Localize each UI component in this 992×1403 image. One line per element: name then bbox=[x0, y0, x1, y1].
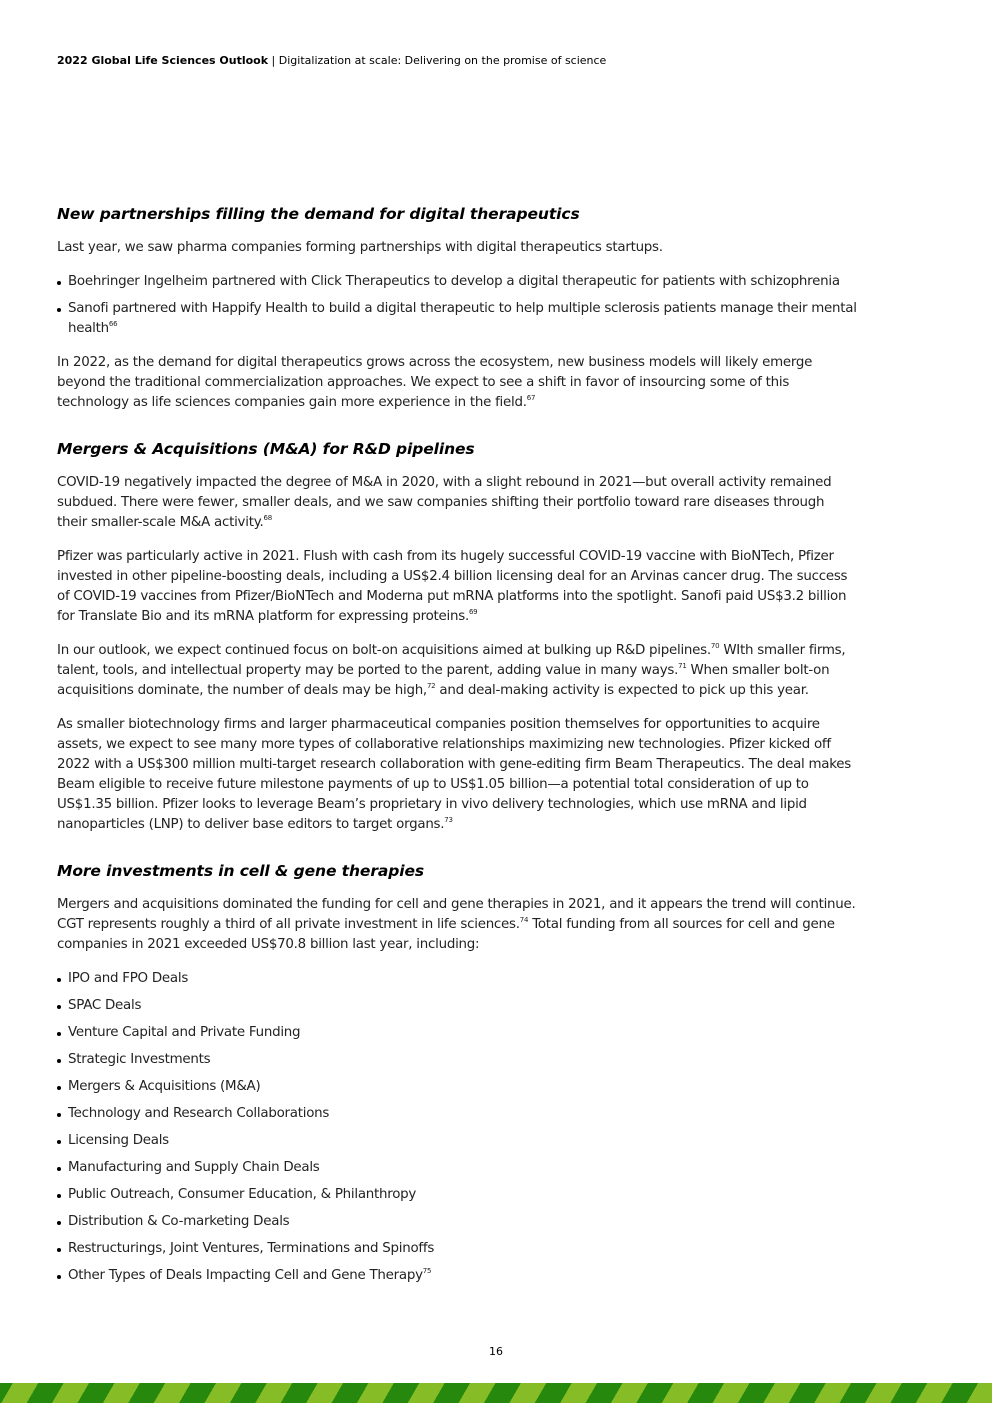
section-digital-therapeutics bbox=[57, 204, 857, 413]
page-number: 16 bbox=[489, 1345, 503, 1358]
running-header bbox=[57, 54, 606, 67]
footnote-ref[interactable]: 67 bbox=[526, 394, 536, 402]
list-item: Strategic Investments bbox=[57, 1050, 857, 1070]
footnote-ref[interactable]: 66 bbox=[108, 320, 118, 328]
paragraph: As smaller biotechnology firms and larger pharmaceutical companies position themselves for opportunities to acquire assets, we expect to see many more types of collaborative relationships maximizing new technologies. Pfizer kicked off 2022 with a US$300 million multi-target research collaboration with gene-editing firm Beam Therapeutics. The deal makes Beam eligible to receive future milestone payments of up to US$1.05 billion—a potential total consideration of up to US$1.35 billion. Pfizer looks to leverage Beam’s proprietary in vivo delivery technologies, which use mRNA and lipid nanoparticles (LNP) to deliver base editors to target organs.$^{73}$ bbox=[57, 717, 851, 832]
footnote-ref[interactable]: 74 bbox=[519, 916, 529, 924]
header-separator: | bbox=[268, 54, 279, 67]
footnote-ref[interactable]: 70 bbox=[710, 642, 720, 650]
list-item: SPAC Deals bbox=[57, 996, 857, 1016]
list-item: Venture Capital and Private Funding bbox=[57, 1023, 857, 1043]
footer-stripe-band bbox=[0, 1383, 992, 1403]
list-item: Public Outreach, Consumer Education, & Philanthropy bbox=[57, 1185, 857, 1205]
list-item: Manufacturing and Supply Chain Deals bbox=[57, 1158, 857, 1178]
list-item: Mergers & Acquisitions (M&A) bbox=[57, 1077, 857, 1097]
section-heading: More investments in cell & gene therapies bbox=[57, 862, 424, 880]
paragraph: COVID-19 negatively impacted the degree of M&A in 2020, with a slight rebound in 2021—but overall activity remained subdued. There were fewer, smaller deals, and we saw companies shifting their portfolio toward rare diseases through their smaller-scale M&A activity.$^{68}$ bbox=[57, 475, 832, 530]
list-item: Distribution & Co-marketing Deals bbox=[57, 1212, 857, 1232]
footnote-ref[interactable]: 69 bbox=[468, 608, 478, 616]
paragraph: Last year, we saw pharma companies forming partnerships with digital therapeutics startups. bbox=[57, 240, 663, 255]
footnote-ref[interactable]: 73 bbox=[444, 816, 453, 824]
footnote-ref[interactable]: 71 bbox=[678, 662, 687, 670]
footnote-ref[interactable]: 75 bbox=[422, 1267, 432, 1275]
page-body bbox=[57, 204, 857, 1300]
report-subtitle: Digitalization at scale: Delivering on the promise of science bbox=[278, 54, 607, 67]
section-heading: Mergers & Acquisitions (M&A) for R&D pipelines bbox=[57, 440, 475, 458]
list-item: Restructurings, Joint Ventures, Terminations and Spinoffs bbox=[57, 1239, 857, 1259]
footnote-ref[interactable]: 68 bbox=[263, 514, 272, 522]
paragraph: Mergers and acquisitions dominated the funding for cell and gene therapies in 2021, and it appears the trend will continue. CGT represents roughly a third of all private investment in life sciences.$^{74}$ Total funding from all sources for cell and gene companies in 2021 exceeded US$70.8 billion last year, including: bbox=[57, 897, 856, 952]
section-mergers-acquisitions bbox=[57, 439, 857, 835]
list-item: Licensing Deals bbox=[57, 1131, 857, 1151]
bullet-list bbox=[57, 272, 857, 339]
bullet-list bbox=[57, 969, 857, 1286]
section-cell-gene-therapies bbox=[57, 861, 857, 1286]
list-item: IPO and FPO Deals bbox=[57, 969, 857, 989]
list-item: Sanofi partnered with Happify Health to build a digital therapeutic to help multiple sclerosis patients manage their mental health$^{66}$ bbox=[57, 299, 857, 339]
list-item: Boehringer Ingelheim partnered with Click Therapeutics to develop a digital therapeutic for patients with schizophrenia bbox=[57, 272, 857, 292]
section-heading: New partnerships filling the demand for digital therapeutics bbox=[57, 205, 580, 223]
paragraph: Pfizer was particularly active in 2021. Flush with cash from its hugely successful COVID-19 vaccine with BioNTech, Pfizer invested in other pipeline-boosting deals, including a US$2.4 billion licensing deal for an Arvinas cancer drug. The success of COVID-19 vaccines from Pfizer/BioNTech and Moderna put mRNA platforms into the spotlight. Sanofi paid US$3.2 billion for Translate Bio and its mRNA platform for expressing proteins.$^{69}$ bbox=[57, 549, 848, 624]
footnote-ref[interactable]: 72 bbox=[426, 682, 436, 690]
list-item: Technology and Research Collaborations bbox=[57, 1104, 857, 1124]
list-item: Other Types of Deals Impacting Cell and Gene Therapy$^{75}$ bbox=[57, 1266, 857, 1286]
paragraph: In our outlook, we expect continued focus on bolt-on acquisitions aimed at bulking up R&D pipelines.$^{70}$ WIth smaller firms, talent, tools, and intellectual property may be ported to the parent, adding value in many ways.$^{71}$ When smaller bolt-on acquisitions dominate, the number of deals may be high,$^{72}$ and deal-making activity is expected to pick up this year. bbox=[57, 642, 846, 698]
report-title: 2022 Global Life Sciences Outlook bbox=[57, 54, 269, 67]
paragraph: In 2022, as the demand for digital therapeutics grows across the ecosystem, new business models will likely emerge beyond the traditional commercialization approaches. We expect to see a shift in favor of insourcing some of this technology as life sciences companies gain more experience in the field.$^{67}$ bbox=[57, 355, 813, 410]
